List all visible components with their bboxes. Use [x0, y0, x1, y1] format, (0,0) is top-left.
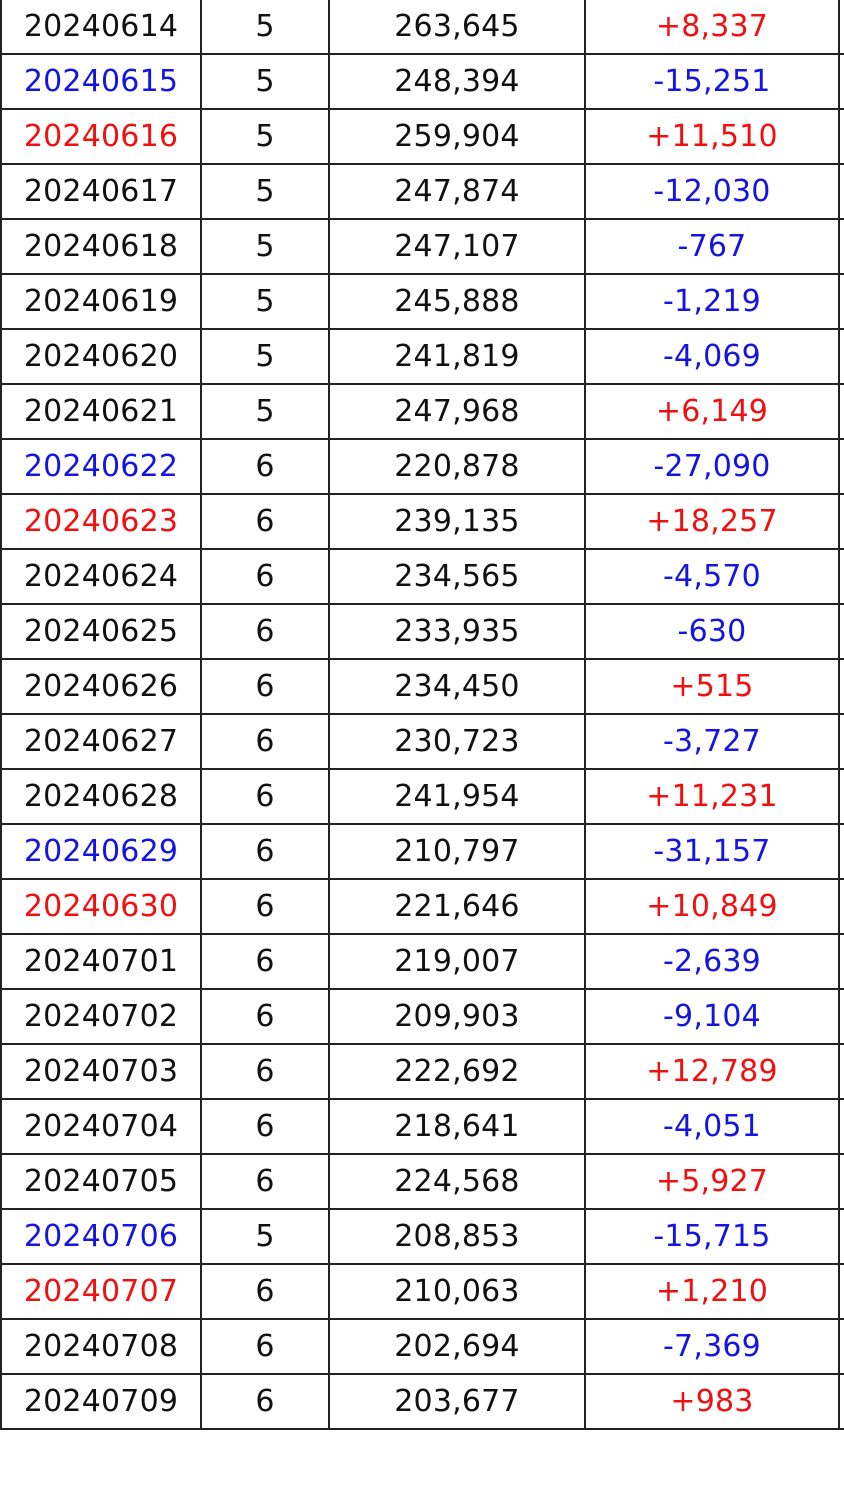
date-cell: 20240616	[1, 109, 201, 164]
count-cell: 5	[201, 0, 329, 54]
total-cell: 203,677	[329, 1374, 585, 1429]
total-cell: 222,692	[329, 1044, 585, 1099]
count-cell: 5	[201, 109, 329, 164]
extra-cell	[839, 329, 844, 384]
table-row	[1, 659, 844, 714]
table-row	[1, 1044, 844, 1099]
change-cell: -3,727	[585, 714, 839, 769]
table-row	[1, 714, 844, 769]
date-cell: 20240701	[1, 934, 201, 989]
date-cell: 20240628	[1, 769, 201, 824]
count-cell: 6	[201, 934, 329, 989]
count-cell: 6	[201, 1264, 329, 1319]
count-cell: 6	[201, 714, 329, 769]
change-cell: +11,231	[585, 769, 839, 824]
total-cell: 247,968	[329, 384, 585, 439]
date-cell: 20240617	[1, 164, 201, 219]
count-cell: 6	[201, 549, 329, 604]
table-row	[1, 1209, 844, 1264]
change-cell: -12,030	[585, 164, 839, 219]
change-cell: -4,069	[585, 329, 839, 384]
date-cell: 20240615	[1, 54, 201, 109]
table-row	[1, 1264, 844, 1319]
count-cell: 6	[201, 1099, 329, 1154]
date-cell: 20240620	[1, 329, 201, 384]
change-cell: +983	[585, 1374, 839, 1429]
total-cell: 210,063	[329, 1264, 585, 1319]
extra-cell	[839, 1264, 844, 1319]
table-row	[1, 989, 844, 1044]
date-cell: 20240623	[1, 494, 201, 549]
extra-cell	[839, 714, 844, 769]
table-row	[1, 219, 844, 274]
table-row	[1, 1154, 844, 1209]
table-row	[1, 1319, 844, 1374]
extra-cell	[839, 1044, 844, 1099]
extra-cell	[839, 769, 844, 824]
table-row	[1, 1099, 844, 1154]
total-cell: 233,935	[329, 604, 585, 659]
count-cell: 5	[201, 274, 329, 329]
table-row	[1, 164, 844, 219]
table-row	[1, 604, 844, 659]
total-cell: 202,694	[329, 1319, 585, 1374]
change-cell: -630	[585, 604, 839, 659]
count-cell: 6	[201, 439, 329, 494]
extra-cell	[839, 109, 844, 164]
total-cell: 219,007	[329, 934, 585, 989]
change-cell: -15,715	[585, 1209, 839, 1264]
total-cell: 248,394	[329, 54, 585, 109]
table-row	[1, 934, 844, 989]
total-cell: 221,646	[329, 879, 585, 934]
table-row	[1, 824, 844, 879]
change-cell: -4,570	[585, 549, 839, 604]
table-row	[1, 274, 844, 329]
table-row	[1, 54, 844, 109]
table-row	[1, 1374, 844, 1429]
table-body	[1, 0, 844, 1429]
date-cell: 20240625	[1, 604, 201, 659]
extra-cell	[839, 1209, 844, 1264]
change-cell: -767	[585, 219, 839, 274]
change-cell: -4,051	[585, 1099, 839, 1154]
count-cell: 6	[201, 769, 329, 824]
date-cell: 20240702	[1, 989, 201, 1044]
table-row	[1, 384, 844, 439]
extra-cell	[839, 879, 844, 934]
total-cell: 218,641	[329, 1099, 585, 1154]
change-cell: -7,369	[585, 1319, 839, 1374]
date-cell: 20240703	[1, 1044, 201, 1099]
count-cell: 6	[201, 604, 329, 659]
total-cell: 239,135	[329, 494, 585, 549]
extra-cell	[839, 1319, 844, 1374]
count-cell: 6	[201, 1154, 329, 1209]
count-cell: 6	[201, 824, 329, 879]
count-cell: 5	[201, 384, 329, 439]
date-cell: 20240705	[1, 1154, 201, 1209]
date-cell: 20240621	[1, 384, 201, 439]
total-cell: 241,819	[329, 329, 585, 384]
extra-cell	[839, 164, 844, 219]
count-cell: 6	[201, 879, 329, 934]
change-cell: +12,789	[585, 1044, 839, 1099]
change-cell: +515	[585, 659, 839, 714]
date-cell: 20240707	[1, 1264, 201, 1319]
count-cell: 6	[201, 989, 329, 1044]
extra-cell	[839, 384, 844, 439]
table-row	[1, 109, 844, 164]
date-cell: 20240704	[1, 1099, 201, 1154]
count-cell: 6	[201, 494, 329, 549]
extra-cell	[839, 989, 844, 1044]
change-cell: -9,104	[585, 989, 839, 1044]
total-cell: 259,904	[329, 109, 585, 164]
change-cell: -2,639	[585, 934, 839, 989]
extra-cell	[839, 1154, 844, 1209]
extra-cell	[839, 659, 844, 714]
total-cell: 263,645	[329, 0, 585, 54]
total-cell: 247,874	[329, 164, 585, 219]
change-cell: -1,219	[585, 274, 839, 329]
extra-cell	[839, 0, 844, 54]
change-cell: +6,149	[585, 384, 839, 439]
total-cell: 224,568	[329, 1154, 585, 1209]
extra-cell	[839, 824, 844, 879]
date-cell: 20240624	[1, 549, 201, 604]
total-cell: 208,853	[329, 1209, 585, 1264]
count-cell: 6	[201, 659, 329, 714]
date-cell: 20240709	[1, 1374, 201, 1429]
count-cell: 5	[201, 329, 329, 384]
table-row	[1, 329, 844, 384]
total-cell: 220,878	[329, 439, 585, 494]
count-cell: 6	[201, 1319, 329, 1374]
table-row	[1, 494, 844, 549]
extra-cell	[839, 604, 844, 659]
date-cell: 20240622	[1, 439, 201, 494]
date-cell: 20240630	[1, 879, 201, 934]
date-cell: 20240708	[1, 1319, 201, 1374]
total-cell: 247,107	[329, 219, 585, 274]
total-cell: 230,723	[329, 714, 585, 769]
table-row	[1, 769, 844, 824]
change-cell: -15,251	[585, 54, 839, 109]
total-cell: 234,450	[329, 659, 585, 714]
extra-cell	[839, 549, 844, 604]
extra-cell	[839, 494, 844, 549]
table-row	[1, 549, 844, 604]
date-cell: 20240706	[1, 1209, 201, 1264]
count-cell: 5	[201, 164, 329, 219]
extra-cell	[839, 274, 844, 329]
change-cell: +5,927	[585, 1154, 839, 1209]
change-cell: +10,849	[585, 879, 839, 934]
change-cell: +11,510	[585, 109, 839, 164]
count-cell: 5	[201, 219, 329, 274]
change-cell: +8,337	[585, 0, 839, 54]
extra-cell	[839, 54, 844, 109]
total-cell: 241,954	[329, 769, 585, 824]
total-cell: 234,565	[329, 549, 585, 604]
count-cell: 6	[201, 1044, 329, 1099]
extra-cell	[839, 219, 844, 274]
date-cell: 20240626	[1, 659, 201, 714]
count-cell: 5	[201, 54, 329, 109]
table-row	[1, 879, 844, 934]
date-cell: 20240618	[1, 219, 201, 274]
change-cell: -27,090	[585, 439, 839, 494]
extra-cell	[839, 934, 844, 989]
date-cell: 20240619	[1, 274, 201, 329]
total-cell: 209,903	[329, 989, 585, 1044]
count-cell: 6	[201, 1374, 329, 1429]
total-cell: 210,797	[329, 824, 585, 879]
date-cell: 20240627	[1, 714, 201, 769]
extra-cell	[839, 1374, 844, 1429]
count-cell: 5	[201, 1209, 329, 1264]
change-cell: +18,257	[585, 494, 839, 549]
extra-cell	[839, 1099, 844, 1154]
date-cell: 20240629	[1, 824, 201, 879]
change-cell: +1,210	[585, 1264, 839, 1319]
table-row	[1, 439, 844, 494]
table-row	[1, 0, 844, 54]
date-cell: 20240614	[1, 0, 201, 54]
change-cell: -31,157	[585, 824, 839, 879]
extra-cell	[839, 439, 844, 494]
total-cell: 245,888	[329, 274, 585, 329]
